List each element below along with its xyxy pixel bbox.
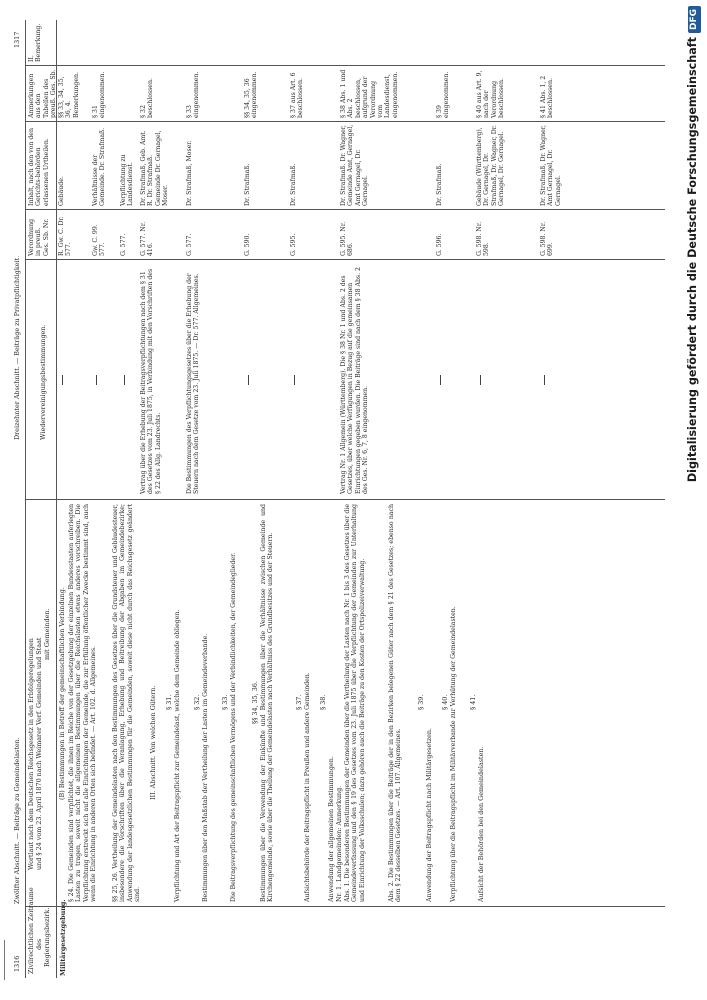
row-dash [544, 375, 545, 385]
paragraph-1: § 24. Die Gemeinden sind verpflichtet, die ihnen im Reiche von der Gesetzgebung der einzelnen Bundesstaaten auferlegten Lasten zu tragen, soweit nicht die allgemeinen Bestimmungen über die Reichslasten etwas anderes vorschreiben. Die Verpflichtung erstreckt sich auf alle Einrichtungen der Gemeinde, die zur Erfüllung öffentlicher Zwecke bestimmt sind, auch wenn die Einrichtung in anderen Orten sich befindet. — Art. 102. d. Allgemeines. [68, 504, 98, 902]
row-verordnung: G. 590. [244, 233, 251, 256]
row-verordnung: G. 577. Nr. 416. [140, 221, 155, 256]
right-col-divider-3 [25, 121, 665, 122]
paragraph-34: Bestimmungen über die Verwendung der Einkünfte und Bestimmungen über die Verhältnisse zwischen Gemeinde und Kirchengemeinde, sowie über die Theilung der Gemeindelasten nach Verhältniss des Grundbesitzes und der Steuern. [260, 504, 275, 902]
row-inhalt: Dr. Strafmaß. [244, 163, 251, 206]
section-31: § 31. [165, 694, 173, 710]
center-divider [25, 499, 665, 500]
dfg-logo: DFG [688, 6, 701, 33]
row-note: § 33 eingenommen. [186, 71, 201, 118]
paragraph-31: Verpflichtung und Art der Beitragspflicht zur Gemeindelast, welche dem Gemeinde obliegen. [174, 609, 181, 902]
banner-text: Digitalisierung gefördert durch die Deutsche Forschungsgemeinschaft [686, 37, 699, 483]
paragraph-33: Die Beitragsverpflichtung des gemeinschaftlichen Vermögens und der Verbindlichkeiten, der Gemeindeglieder. [230, 552, 237, 902]
row-note: § 38 Abs. 1 und Abs. 2 beschlossen, aufgrund der Verordnung vom Landesdienst, eingenommen. [340, 69, 399, 118]
row-dash [294, 375, 295, 385]
row-text: Vertrag Nr. 1 Allgemein (Württemberg). Die § 38 Nr. 1 und Abs. 2 des Gesetzes, über welche Verfügungen in Bezug auf die gemeinsamen Einrichtungen gegeben wurden. Die Beiträge sind nach dem § 38 Abs. 2 des Ges. Nr. 6, 7, 8 eingenommen. [340, 267, 370, 494]
subheading-1: (B) Bestimmungen in Betreff der gemeinschaftlichen Verbindung. [58, 587, 66, 800]
row-note: § 39 eingenommen. [436, 71, 451, 118]
right-col-head-5: II. Bemerkung. [28, 23, 43, 62]
row-note: § 41 Abs. 1, 2 beschlossen. [540, 75, 555, 118]
row-inhalt: Gebäude (Württemberg), Dr. Gernagel, Dr. Strafmaß, Dr. Wagner, Dr. Gernagel, Dr. Gernagel. [476, 125, 506, 206]
paragraph-38b: Nr. 1. Landgemeinden: Anmerkung. [335, 785, 343, 902]
section-33: § 33. [221, 694, 229, 710]
paragraph-41: Aufsicht der Behörden bei den Gemeindelasten. [477, 746, 485, 902]
row-inhalt: Dr. Strafmaß, Dr. Wagner, Amt Gernagel, Dr. Gernagel. [540, 125, 562, 206]
row-verordnung: Gw. C. 99. 577. [92, 224, 107, 256]
row-note: §§ 33, 34, 35, 36, 4. Bemerkungen. [58, 72, 80, 118]
row-note: § 32 beschlossen. [140, 78, 155, 118]
row-verordnung: G. 577. [120, 233, 127, 256]
header-title-right: Dreizehnter Abschnitt. — Beiträge zu Privatpflichtigkeit. [13, 255, 21, 440]
row-dash [96, 375, 97, 385]
paragraph-37: Aufsichtsbehörde der Beitragspflicht in Preußen und andere Gemeinden. [304, 672, 311, 902]
section-41: § 41. [469, 694, 477, 710]
row-text: Die Bestimmungen des Verpflichtungsgesetzes über die Erhebung der Steuern nach dem Gesetze vom 23. Juli 1875. — Dr. 577. Allgemeines. [186, 273, 201, 494]
intro-line-1: Wortlaut nach dem Deutschen Reichsgesetz in den Erbfolgeregelungen [27, 638, 35, 870]
right-col-head-4: Anmerkungen aus den Tabellen des preuß. Ges. Sb. [28, 69, 58, 118]
row-verordnung: G. 598. Nr. 598. [476, 221, 491, 256]
row-verordnung: G. 598. Nr. 699. [540, 221, 555, 256]
scan-mark [4, 940, 5, 980]
row-inhalt: Gebäude. [58, 176, 65, 206]
row-inhalt: Dr. Strafmaß, Geb. Amt. R. Dr. Strafmaß. Gemeinde Dr. Gernagel, Moser. [140, 130, 170, 206]
paragraph-38c: Abs. 1. Die besonderen Bestimmungen der Gemeinden über die Vertheilung der Lasten nach Nr. 1 bis 3 des Gesetzes über die Gemeindeverfassung und den § 19 des Gesetzes vom 23. Juli 1875 über die Verpflichtung der Gemeinden zur Unterhaltung und Einrichtung der Volksschulen; dazu gehören auch die Beiträge zu den Kosten der Ortspolizeiverwaltung. [344, 504, 366, 902]
row-dash [480, 375, 481, 385]
right-col-head-3: Inhalt, nach den von den Gerichts-behörden erlassenen Urtheilen. [28, 128, 50, 206]
row-note: §§ 34, 35, 36 eingenommen. [244, 71, 259, 118]
page-number-right: 1317 [13, 31, 21, 48]
left-column-divider [25, 906, 665, 907]
column-head-rule [56, 20, 57, 978]
row-inhalt: Dr. Strafmaß. Dr. Wagner, Gemeinde Amt, Gernagel, Amt Gernagel, Dr. Gernagel. [340, 124, 370, 206]
row-inhalt: Verhältnisse der Gemeinde. Dr. Strafmaß. [92, 127, 107, 206]
paragraph-32: Bestimmungen über den Maßstab der Vertheilung der Lasten im Gemeindeverbande. [202, 633, 209, 902]
intro-line-2: und § 24 vom 23. April 1870 nach Weimarer Verf. Gemeinden und Staat [35, 637, 43, 870]
row-note: § 31 eingenommen. [92, 71, 107, 118]
right-col-divider-2 [25, 209, 665, 210]
row-dash [248, 375, 249, 385]
section-38: § 38. [319, 694, 327, 710]
dfg-banner [684, 6, 702, 591]
row-verordnung: G. 596. [436, 233, 443, 256]
page-number-left: 1316 [13, 955, 21, 972]
row-verordnung: G. 595. [290, 233, 297, 256]
row-text: Vertrag über die Erhebung der Beitragsverpflichtungen nach dem § 31 des Gesetzes vom 23. Juli 1875, in Verbindung mit den Vorschriften des § 22 des Allg. Landrechts. [140, 268, 162, 494]
row-inhalt: Dr. Strafmaß, Moser. [186, 140, 193, 206]
row-note: § 37 aus Art. 6 beschlossen. [290, 72, 305, 118]
row-dash [124, 375, 125, 385]
row-verordnung: G. 577. [186, 233, 193, 256]
paragraph-40: Verpflichtung über die Beitragspflicht im Militärverbande zur Verhütung der Gemeindelasten. [450, 606, 457, 902]
left-col-head-3: Regierungsbezirk. [43, 907, 51, 967]
section-32: § 32. [193, 694, 201, 710]
right-col-head-2: Verordnung in preuß. Ges. Sb. Nr. [28, 218, 50, 256]
left-col-head-2: des [35, 938, 43, 950]
paragraph-38a: Anwendung der allgemeinen Bestimmungen. [327, 756, 335, 902]
intro-line-3: mit Gemeinden. [43, 608, 51, 660]
row-inhalt: Dr. Strafmaß. [436, 163, 443, 206]
row-verordnung: R. Gw. C. Dr. 577. [58, 216, 73, 256]
right-col-head-1: Wiedervereinigungsbestimmungen. [39, 324, 47, 440]
row-dash [62, 375, 63, 385]
paragraph-38d: Abs. 2. Die Bestimmungen über die Beiträge der in den Bezirken belegenen Güter nach dem § 21 des Gesetzes; ebenso nach dem § 22 desselben Gesetzes. — Art. 107. Allgemeines. [388, 504, 403, 902]
paragraph-39: Anwendung der Beitragspflicht nach Militärgesetzen. [425, 727, 433, 902]
right-col-divider-1 [25, 259, 665, 260]
side-label: Militärgesetzgebung. [59, 899, 67, 976]
header-title-left: Zwölfter Abschnitt. — Beiträge zu Gemeindelasten. [13, 737, 21, 904]
section-34: §§ 34, 35, 36. [251, 681, 259, 724]
right-col-divider-4 [25, 65, 665, 66]
section-37: § 37. [295, 694, 303, 710]
section-39: § 39. [417, 694, 425, 710]
row-dash [440, 375, 441, 385]
left-col-head-1: Zivilrechtlichen Zeitraume [27, 887, 35, 974]
row-inhalt: Dr. Strafmaß. [290, 163, 297, 206]
row-verordnung: G. 595. Nr. 686. [340, 221, 355, 256]
paragraph-2: §§ 25, 26. Vertheilung der Gemeindelasten nach den Bestimmungen des Gesetzes über die Grundsteuer und Gebäudesteuer, insbesondere die Vorschriften über die Veranlagung, Erhebung und Beitreibung der Abgaben im Gemeindebezirke; Anwendung der landesgesetzlichen Bestimmungen für die Gemeinden, soweit diese nicht durch das Reichsgesetz geändert sind. [112, 504, 142, 902]
row-inhalt: Verpflichtung zu Landesdienst. [120, 154, 135, 206]
heading-3: III. Abschnitt. Von welchen Gütern. [149, 685, 157, 800]
row-note: § 40 aus Art. 9, nach der Verordnung beschlossen. [476, 70, 506, 118]
section-40: § 40. [441, 694, 449, 710]
